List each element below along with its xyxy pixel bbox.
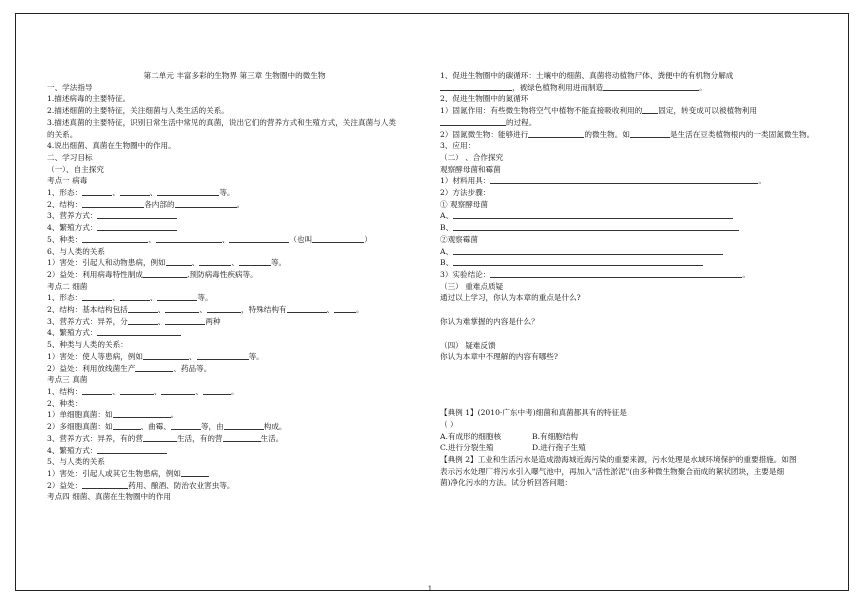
text-line: 1）材料用具： 。 bbox=[440, 176, 766, 186]
text-line: 1、形态： 、 、 等。 bbox=[47, 188, 235, 198]
blank bbox=[156, 234, 222, 243]
text-line: ，被绿色植物利用进而制造 。 bbox=[440, 82, 828, 94]
text-line: A、 bbox=[440, 210, 828, 222]
text-line: 2、结构：基本结构包括 、 、 ，特殊结构有 、 。 bbox=[47, 305, 364, 315]
text-line: 3）实验结论： 。 bbox=[440, 269, 750, 279]
text-line: 5、种类： 、 、 （也叫 ） bbox=[47, 234, 372, 244]
text-line: B、 bbox=[440, 257, 828, 269]
blank bbox=[453, 222, 739, 231]
text-line: 1、促进生物圈中的碳循环：土壤中的细菌、真菌将动植物尸体、粪便中的有机物分解成 bbox=[440, 71, 734, 80]
topic-heading: 考点四 细菌、真菌在生物圈中的作用 bbox=[47, 492, 171, 502]
blank bbox=[603, 82, 699, 91]
blank bbox=[120, 386, 154, 395]
text-line: 2、结构： 各内部的 。 bbox=[47, 199, 245, 209]
text-line: 1）害处：引起人和动物患病，例如 、 、 等。 bbox=[47, 258, 287, 268]
blank bbox=[440, 117, 506, 126]
example-question: 【典例 2】工业和生活污水是造成渤海城近海污染的重要来源，污水处理是水域环境保护的重要措施。如图 bbox=[440, 454, 797, 464]
blank bbox=[143, 433, 177, 442]
blank bbox=[82, 199, 144, 208]
blank bbox=[223, 433, 261, 442]
text-line: 3、应用： bbox=[440, 141, 476, 151]
text-line: 4、繁殖方式： bbox=[47, 445, 422, 457]
subsection-heading: （一）、自主探究 bbox=[47, 164, 104, 174]
text-line: ① 观察酵母菌 bbox=[440, 199, 488, 209]
blank bbox=[157, 187, 219, 196]
blank bbox=[229, 234, 289, 243]
blank bbox=[207, 304, 241, 313]
text-line: 菌)净化污水的方法。试分析回答问题： bbox=[440, 478, 573, 488]
blank bbox=[181, 468, 209, 477]
blank bbox=[113, 421, 141, 430]
subsection-heading: （二） 、合作探究 bbox=[440, 152, 504, 162]
section-heading: 二、学习目标 bbox=[47, 152, 93, 162]
text-line: 1、结构： 、 、 、 。 bbox=[47, 386, 239, 396]
blank bbox=[334, 304, 356, 313]
blank bbox=[128, 304, 158, 313]
blank bbox=[97, 222, 177, 231]
blank bbox=[82, 292, 112, 301]
blank bbox=[199, 257, 231, 266]
text-line: 3.描述真菌的主要特征，识别日常生活中常见的真菌，说出它们的营养方式和生殖方式，关注真菌与人类 bbox=[47, 117, 396, 127]
blank bbox=[128, 316, 158, 325]
question: 你认为本章中不理解的内容有哪些? bbox=[440, 352, 558, 362]
question: 通过以上学习，你认为本章的重点是什么? bbox=[440, 293, 581, 303]
text-line: 2）益处：利用病毒特性制成 ,预防病毒性疾病等。 bbox=[47, 269, 258, 279]
text-line: 的过程。 bbox=[440, 117, 828, 129]
blank bbox=[82, 386, 112, 395]
blank bbox=[175, 199, 237, 208]
option-d: D.进行孢子生殖 bbox=[532, 443, 586, 453]
option-b: B.有细胞结构 bbox=[532, 431, 578, 441]
blank bbox=[157, 292, 197, 301]
answer-bracket: （ ） bbox=[440, 419, 458, 429]
blank bbox=[143, 269, 187, 278]
text-line: 4、繁殖方式： bbox=[47, 327, 422, 339]
answer-space bbox=[440, 304, 828, 316]
text-line: A、 bbox=[440, 246, 828, 258]
section-heading: 一、学法指导 bbox=[47, 82, 93, 92]
text-line: 观察酵母菌和霉菌 bbox=[440, 164, 501, 174]
blank bbox=[82, 187, 112, 196]
blank bbox=[82, 480, 128, 489]
text-line: 1）害处：使人等患病，例如 、 等。 bbox=[47, 351, 264, 361]
blank bbox=[171, 421, 201, 430]
blank bbox=[120, 292, 150, 301]
blank bbox=[97, 327, 181, 336]
text-line: 3、营养方式：异养，有的营 生活，有的营 生活。 bbox=[47, 433, 284, 443]
text-line: 2）益处：利用放线菌生产 、药品等。 bbox=[47, 363, 212, 373]
right-column bbox=[440, 70, 828, 489]
text-line: 2、种类： bbox=[47, 398, 83, 408]
blank bbox=[165, 316, 205, 325]
text-line: 2）固氮微生物：能够进行 的微生物。如 是生活在豆类植物根内的一类固氮微生物。 bbox=[440, 129, 815, 139]
topic-heading: 考点三 真菌 bbox=[47, 375, 88, 385]
blank bbox=[224, 421, 264, 430]
text-line: 1）固氮作用：有些微生物将空气中植物不能直接吸收利用的 固定，转变成可以被植物利用 bbox=[440, 106, 757, 116]
blank bbox=[166, 257, 192, 266]
blank bbox=[197, 351, 249, 360]
answer-space bbox=[440, 363, 828, 407]
text-line: 3、营养方式： bbox=[47, 210, 422, 222]
blank bbox=[82, 234, 148, 243]
text-line: 1.描述病毒的主要特征。 bbox=[47, 94, 131, 104]
blank bbox=[135, 363, 173, 372]
blank bbox=[453, 210, 733, 219]
blank bbox=[97, 210, 177, 219]
text-line: 2、促进生物圈中的氮循环 bbox=[440, 94, 529, 104]
subsection-heading: （四） 疑难反馈 bbox=[440, 340, 496, 350]
blank bbox=[161, 386, 195, 395]
blank bbox=[120, 187, 150, 196]
text-line: 的关系。 bbox=[47, 129, 78, 139]
text-line: 6、与人类的关系 bbox=[47, 246, 105, 256]
text-line: 2）方法步骤： bbox=[440, 188, 491, 198]
blank bbox=[453, 257, 703, 266]
options-row bbox=[440, 431, 828, 443]
blank bbox=[453, 246, 723, 255]
text-line: 2.描述细菌的主要特征，关注细菌与人类生活的关系。 bbox=[47, 106, 229, 116]
blank bbox=[490, 269, 742, 278]
text-line: 5、种类与人类的关系： bbox=[47, 340, 128, 350]
topic-heading: 考点二 细菌 bbox=[47, 281, 88, 291]
blank bbox=[630, 129, 670, 138]
blank bbox=[490, 175, 758, 184]
options-row bbox=[440, 442, 828, 454]
blank bbox=[113, 409, 171, 418]
text-line: 2）益处： 药用、酿酒、防治农业害虫等。 bbox=[47, 480, 235, 490]
text-line: B、 bbox=[440, 222, 828, 234]
question: 你认为难掌握的内容是什么？ bbox=[440, 317, 539, 327]
blank bbox=[97, 445, 167, 454]
blank bbox=[239, 257, 271, 266]
blank bbox=[312, 234, 364, 243]
text-line: 1）害处：引起人或其它生物患病，例如 bbox=[47, 468, 422, 480]
option-a: A.有成形的细胞核 bbox=[440, 431, 502, 441]
blank bbox=[440, 82, 512, 91]
text-line: 2）多细胞真菌：如 、曲霉、 等，由 构成。 bbox=[47, 422, 287, 432]
blank bbox=[287, 304, 327, 313]
text-line: 表示污水处理厂将污水引入曝气池中，再加入"活性淤泥"(由多种微生物聚合而成的絮状团块，主要是细 bbox=[440, 466, 785, 476]
text-line: 1）单细胞真菌：如 。 bbox=[47, 410, 179, 420]
text-line: 4、繁殖方式： bbox=[47, 222, 422, 234]
text-line: 4.说出细菌、真菌在生物圈中的作用。 bbox=[47, 141, 176, 151]
option-c: C.进行分裂生殖 bbox=[440, 443, 494, 453]
blank bbox=[143, 351, 189, 360]
page-number: 1 bbox=[427, 585, 433, 593]
text-line: ②观察霉菌 bbox=[440, 234, 478, 244]
page-title: 第二单元 丰富多彩的生物界 第三章 生物圈中的微生物 bbox=[143, 71, 326, 80]
text-line: 1、形态： 、 、 等。 bbox=[47, 293, 213, 303]
blank bbox=[203, 386, 231, 395]
subsection-heading: （三） 重难点质疑 bbox=[440, 281, 504, 291]
text-line: 5、与人类的关系 bbox=[47, 457, 105, 467]
answer-space bbox=[440, 328, 828, 340]
blank bbox=[642, 105, 658, 114]
blank bbox=[528, 129, 584, 138]
left-column bbox=[47, 70, 422, 503]
topic-heading: 考点一 病毒 bbox=[47, 176, 88, 186]
blank bbox=[165, 304, 199, 313]
example-question: 【典例 1】(2010·广东中考)细菌和真菌都具有的特征是 bbox=[440, 408, 627, 418]
text-line: 3、营养方式：异养，分 、 两种 bbox=[47, 316, 221, 326]
